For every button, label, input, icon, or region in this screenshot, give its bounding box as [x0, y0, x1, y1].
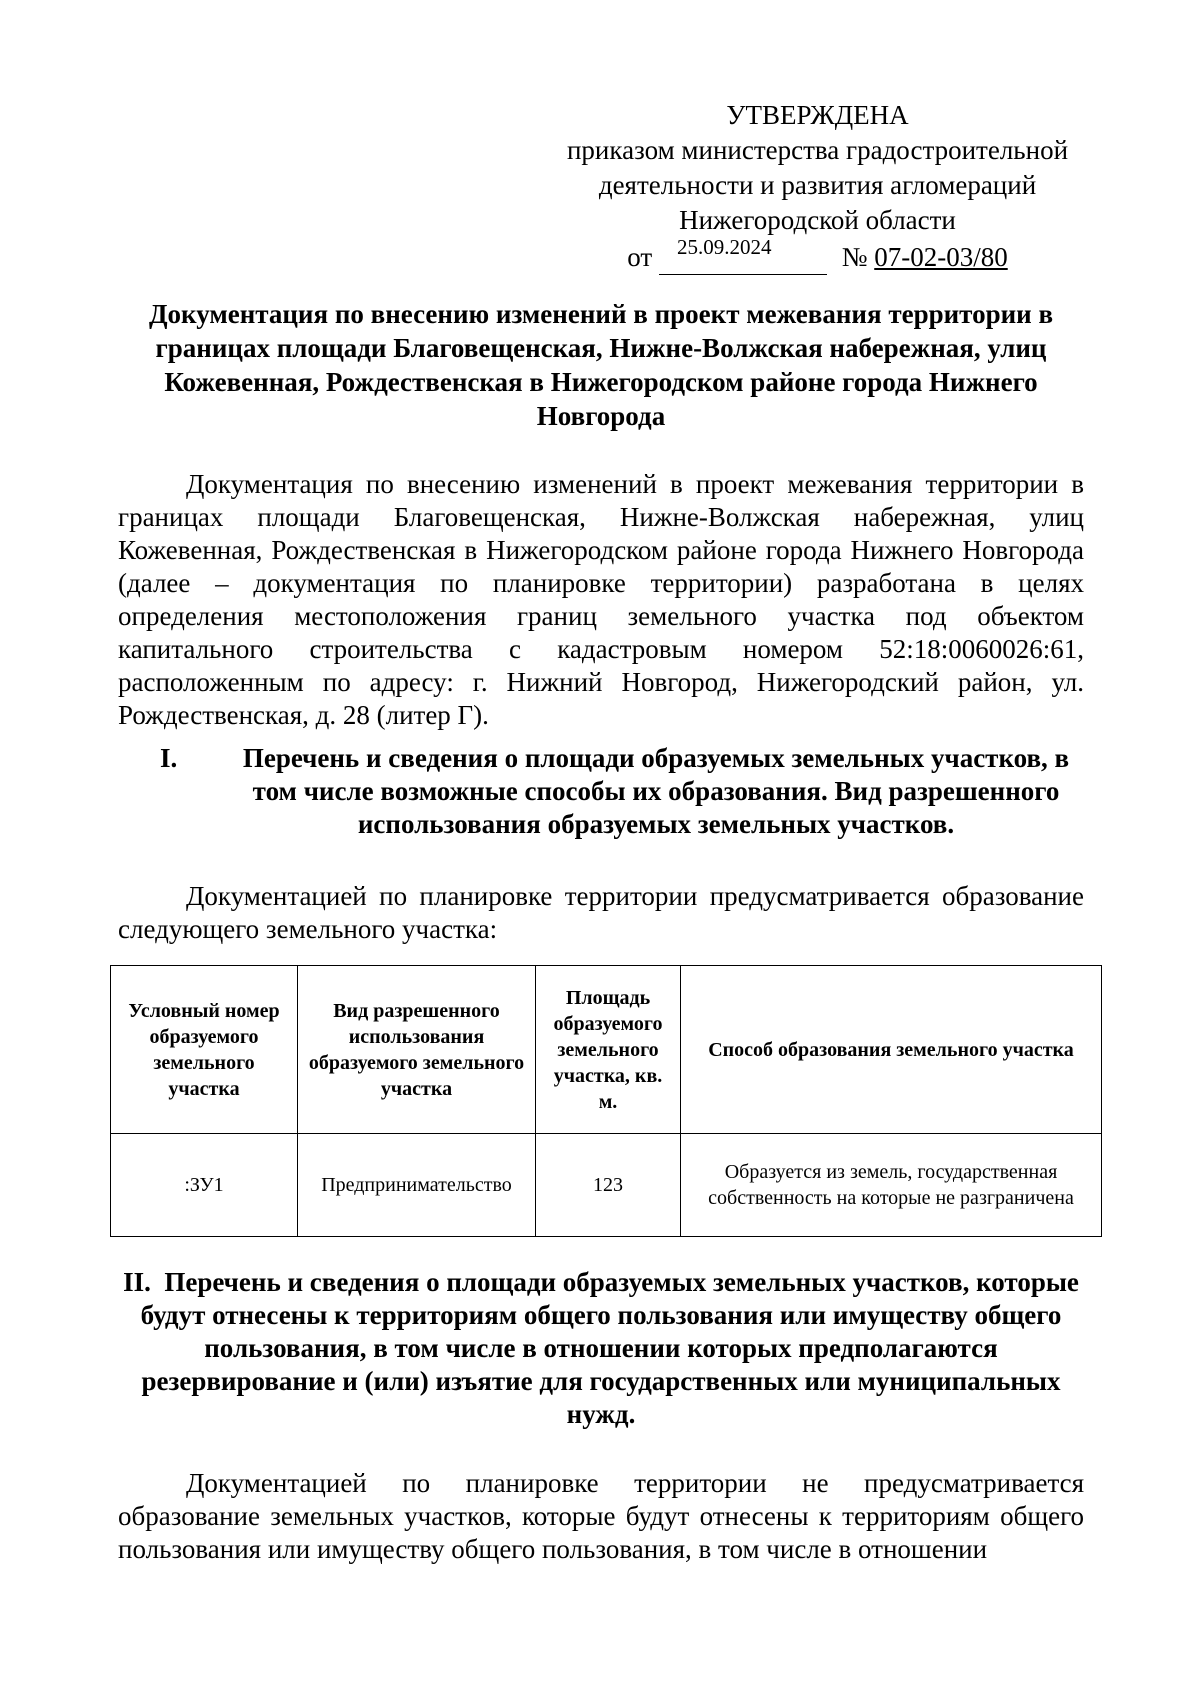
- approval-line: деятельности и развития агломераций: [598, 170, 1037, 200]
- approval-order-row: [540, 235, 1095, 275]
- date-prefix: от: [627, 242, 653, 272]
- section-1-title: Перечень и сведения о площади образуемых земельных участков, в том числе возможные способы их образования. Вид разрешенного использования образуемых земельных участков.: [242, 743, 1070, 839]
- section-1-paragraph: Документацией по планировке территории предусматривается образование следующего земельного участка:: [118, 881, 1084, 944]
- table-cell: :ЗУ1: [111, 1134, 298, 1237]
- section-2-title: Перечень и сведения о площади образуемых земельных участков, которые будут отнесены к территориям общего пользования или имуществу общего пользования, в том числе в отношении которых предполагаются резервирование и (или) изъятие для государственных или муниципальных нужд.: [140, 1267, 1079, 1429]
- table-header-cell: Площадь образуемого земельного участка, кв. м.: [536, 966, 681, 1134]
- land-plot-table: [110, 965, 1102, 1237]
- table-header-cell: Способ образования земельного участка: [681, 966, 1102, 1134]
- table-header-cell: Условный номер образуемого земельного участка: [111, 966, 298, 1134]
- section-1-heading: [118, 742, 1084, 841]
- order-number: 07-02-03/80: [874, 242, 1008, 272]
- number-prefix: №: [841, 242, 868, 272]
- table-cell: Образуется из земель, государственная собственность на которые не разграничена: [681, 1134, 1102, 1237]
- section-2-paragraph: Документацией по планировке территории не предусматривается образование земельных участков, которые будут отнесены к территориям общего пользования или имуществу общего пользования, в том числе в отношении: [118, 1468, 1084, 1564]
- table-cell: Предпринимательство: [298, 1134, 536, 1237]
- intro-paragraph: Документация по внесению изменений в проект межевания территории в границах площади Благовещенская, Нижне-Волжская набережная, улиц Кожевенная, Рождественская в Нижегородском районе города Нижнего Новгорода (далее – документация по планировке территории) разработана в целях определения местоположения границ земельного участка под объектом капитального строительства с кадастровым номером 52:18:0060026:61, расположенным по адресу: г. Нижний Новгород, Нижегородский район, ул. Рождественская, д. 28 (литер Г).: [118, 469, 1084, 730]
- section-1-numeral: I.: [160, 743, 178, 773]
- table-header-cell: Вид разрешенного использования образуемого земельного участка: [298, 966, 536, 1134]
- document-title: Документация по внесению изменений в проект межевания территории в границах площади Благовещенская, Нижне-Волжская набережная, улиц Кожевенная, Рождественская в Нижегородском районе города Нижнего Новгорода: [148, 299, 1054, 431]
- approval-heading: УТВЕРЖДЕНА: [726, 100, 909, 130]
- approval-line: Нижегородской области: [679, 205, 956, 235]
- approval-date: 25.09.2024: [676, 235, 772, 259]
- date-field: [659, 235, 827, 275]
- section-2-numeral: II.: [123, 1267, 151, 1297]
- table-header-row: [111, 966, 1102, 1134]
- section-2-heading: [118, 1266, 1084, 1431]
- approval-line: приказом министерства градостроительной: [566, 135, 1069, 165]
- table-row: [111, 1134, 1102, 1237]
- approval-stamp: [540, 98, 1095, 275]
- table-cell: 123: [536, 1134, 681, 1237]
